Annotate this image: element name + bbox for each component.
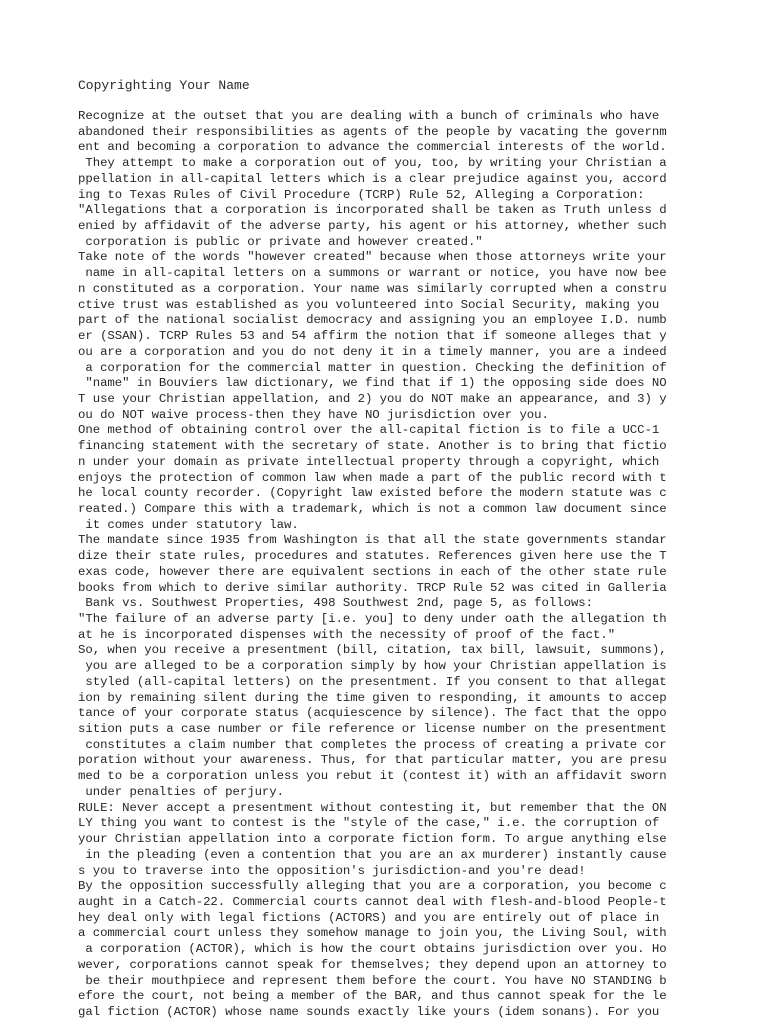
text-line: er (SSAN). TCRP Rules 53 and 54 affirm the notion that if someone alleges that y bbox=[78, 329, 667, 344]
text-line: n constituted as a corporation. Your name was similarly corrupted when a constru bbox=[78, 281, 667, 296]
text-line: name in all-capital letters on a summons or warrant or notice, you have now bee bbox=[78, 266, 667, 281]
text-line: ion by remaining silent during the time given to responding, it amounts to accep bbox=[78, 690, 667, 705]
text-line: One method of obtaining control over the all-capital fiction is to file a UCC-1 bbox=[78, 423, 660, 438]
text-line: under penalties of perjury. bbox=[78, 784, 285, 799]
text-line: "The failure of an adverse party [i.e. you] to deny under oath the allegation th bbox=[78, 612, 667, 626]
text-line: T use your Christian appellation, and 2) you do NOT make an appearance, and 3) y bbox=[78, 391, 667, 406]
text-line: enjoys the protection of common law when made a part of the public record with t bbox=[78, 470, 667, 485]
text-line: in the pleading (even a contention that you are an ax murderer) instantly cause bbox=[78, 847, 667, 862]
text-line: a commercial court unless they somehow manage to join you, the Living Soul, with bbox=[78, 926, 667, 941]
text-line: Recognize at the outset that you are dealing with a bunch of criminals who have bbox=[78, 109, 660, 123]
text-line: exas code, however there are equivalent sections in each of the other state rule bbox=[78, 564, 667, 579]
text-line: part of the national socialist democracy and assigning you an employee I.D. numb bbox=[78, 313, 667, 328]
text-line: RULE: Never accept a presentment without contesting it, but remember that the ON bbox=[78, 800, 667, 815]
text-line: dize their state rules, procedures and statutes. References given here use the T bbox=[78, 549, 667, 564]
text-line: Take note of the words "however created" because when those attorneys write your bbox=[78, 250, 667, 265]
text-line: Bank vs. Southwest Properties, 498 Southwest 2nd, page 5, as follows: bbox=[78, 596, 594, 611]
text-line: abandoned their responsibilities as agents of the people by vacating the governm bbox=[78, 124, 667, 139]
text-line: at he is incorporated dispenses with the necessity of proof of the fact." bbox=[78, 627, 616, 642]
text-line: They attempt to make a corporation out of you, too, by writing your Christian a bbox=[78, 156, 667, 171]
document-body bbox=[78, 109, 698, 1021]
text-line: you are alleged to be a corporation simply by how your Christian appellation is bbox=[78, 659, 667, 674]
text-line: ou do NOT waive process-then they have NO jurisdiction over you. bbox=[78, 407, 549, 422]
text-line: tance of your corporate status (acquiescence by silence). The fact that the oppo bbox=[78, 706, 667, 721]
text-line: ent and becoming a corporation to advance the commercial interests of the world. bbox=[78, 140, 667, 155]
text-line: styled (all-capital letters) on the presentment. If you consent to that allegat bbox=[78, 674, 667, 689]
text-line: your Christian appellation into a corporate fiction form. To argue anything else bbox=[78, 832, 667, 847]
text-line: be their mouthpiece and represent them before the court. You have NO STANDING b bbox=[78, 973, 667, 988]
text-line: "Allegations that a corporation is incorporated shall be taken as Truth unless d bbox=[78, 203, 667, 218]
text-line: aught in a Catch-22. Commercial courts cannot deal with flesh-and-blood People-t bbox=[78, 894, 667, 909]
text-line: med to be a corporation unless you rebut it (contest it) with an affidavit sworn bbox=[78, 769, 667, 784]
text-line: ing to Texas Rules of Civil Procedure (TCRP) Rule 52, Alleging a Corporation: bbox=[78, 187, 645, 202]
text-line: ou are a corporation and you do not deny it in a timely manner, you are a indeed bbox=[78, 344, 667, 359]
text-line: ppellation in all-capital letters which is a clear prejudice against you, accord bbox=[78, 171, 667, 186]
text-line: wever, corporations cannot speak for themselves; they depend upon an attorney to bbox=[78, 957, 667, 972]
text-line: constitutes a claim number that completes the process of creating a private cor bbox=[78, 737, 667, 752]
document-title: Copyrighting Your Name bbox=[78, 78, 250, 93]
text-line: sition puts a case number or file reference or license number on the presentment bbox=[78, 722, 667, 737]
text-line: he local county recorder. (Copyright law existed before the modern statute was c bbox=[78, 486, 667, 501]
text-line: efore the court, not being a member of the BAR, and thus cannot speak for the le bbox=[78, 989, 667, 1004]
text-line: financing statement with the secretary of state. Another is to bring that fictio bbox=[78, 439, 667, 454]
text-line: a corporation for the commercial matter in question. Checking the definition of bbox=[78, 360, 667, 375]
text-line: a corporation (ACTOR), which is how the court obtains jurisdiction over you. Ho bbox=[78, 942, 667, 957]
text-line: reated.) Compare this with a trademark, which is not a common law document since bbox=[78, 501, 667, 516]
text-line: So, when you receive a presentment (bill, citation, tax bill, lawsuit, summons), bbox=[78, 643, 667, 658]
text-line: enied by affidavit of the adverse party, his agent or his attorney, whether such bbox=[78, 219, 667, 234]
text-line: it comes under statutory law. bbox=[78, 517, 299, 532]
text-line: s you to traverse into the opposition's jurisdiction-and you're dead! bbox=[78, 863, 586, 878]
text-line: The mandate since 1935 from Washington is that all the state governments standar bbox=[78, 533, 667, 548]
text-line: LY thing you want to contest is the "style of the case," i.e. the corruption of bbox=[78, 816, 660, 831]
text-line: By the opposition successfully alleging that you are a corporation, you become c bbox=[78, 879, 667, 894]
text-line: ctive trust was established as you volunteered into Social Security, making you bbox=[78, 297, 660, 312]
text-line: "name" in Bouviers law dictionary, we find that if 1) the opposing side does NO bbox=[78, 376, 667, 391]
text-line: poration without your awareness. Thus, for that particular matter, you are presu bbox=[78, 753, 667, 768]
text-line: corporation is public or private and however created." bbox=[78, 234, 483, 249]
text-line: n under your domain as private intellectual property through a copyright, which bbox=[78, 454, 660, 469]
text-line: hey deal only with legal fictions (ACTORS) and you are entirely out of place in bbox=[78, 910, 660, 925]
text-line: books from which to derive similar authority. TRCP Rule 52 was cited in Galleria bbox=[78, 580, 667, 595]
text-line: gal fiction (ACTOR) whose name sounds exactly like yours (idem sonans). For you bbox=[78, 1004, 660, 1019]
